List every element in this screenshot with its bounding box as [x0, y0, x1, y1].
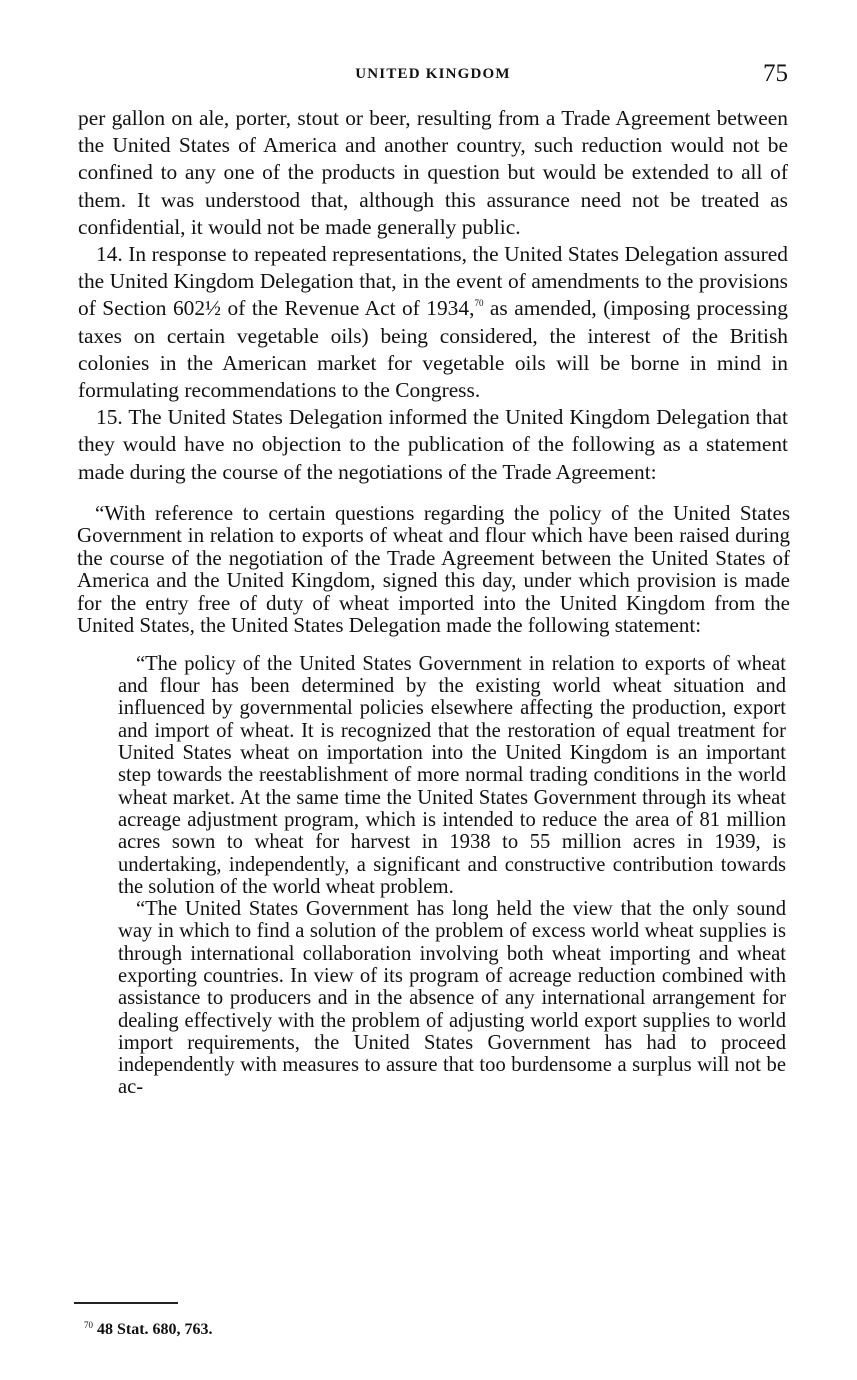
paragraph-15: 15. The United States Delegation informed the United Kingdom Delegation that they would have no objection to the publication of the following as a statement made during the course of the negotiations of the Trade Agreement: — [78, 405, 788, 484]
footnote-text: 48 Stat. 680, 763. — [93, 1321, 213, 1338]
footnote — [84, 1320, 213, 1339]
quote-inner-paragraph-2: “The United States Government has long held the view that the only sound way in which to find a solution of the problem of excess world wheat supplies is through international collaboration involving both wheat importing and wheat exporting countries. In view of its program of acreage reduction combined with assistance to producers and in the absence of any international arrangement for dealing effectively with the problem of adjusting world export supplies to world import requirements, the United States Government has had to proceed independently with measures to assure that too burdensome a surplus will not be ac- — [118, 898, 786, 1099]
running-head — [78, 60, 788, 94]
running-title: UNITED KINGDOM — [355, 66, 511, 82]
block-quote-outer — [77, 502, 790, 637]
footnote-marker: 70 — [84, 1320, 93, 1330]
footnote-reference: 70 — [474, 298, 484, 309]
block-quote-inner — [118, 653, 786, 1099]
paragraph-14 — [78, 241, 788, 404]
page — [78, 60, 788, 1099]
paragraph-14-text-b: as amended, (imposing processing taxes on certain vegetable oils) being considered, the interest of the British colonies in the American market for vegetable oils will be borne in mind in formulating recommendations to the Congress. — [78, 296, 788, 403]
quote-outer-paragraph: “With reference to certain questions regarding the policy of the United States Government in relation to exports of wheat and flour which have been raised during the course of the negotiation of the Trade Agreement between the United States of America and the United Kingdom, signed this day, under which provision is made for the entry free of duty of wheat imported into the United Kingdom from the United States, the United States Delegation made the following statement: — [77, 500, 790, 638]
paragraph-continuation: per gallon on ale, porter, stout or beer, resulting from a Trade Agreement between the United States of America and another country, such reduction would not be confined to any one of the products in question but would be extended to all of them. It was understood that, although this assurance need not be treated as confidential, it would not be made generally public. — [78, 106, 788, 239]
body-text — [78, 105, 788, 486]
page-number: 75 — [763, 60, 788, 87]
footnote-rule — [74, 1302, 178, 1304]
quote-inner-paragraph-1: “The policy of the United States Government in relation to exports of wheat and flour has been determined by the existing world wheat situation and influenced by governmental policies elsewhere affecting the production, export and import of wheat. It is recognized that the restoration of equal treatment for United States wheat on importation into the United Kingdom is an important step towards the reestablishment of more normal trading conditions in the world wheat market. At the same time the United States Government through its wheat acreage adjustment program, which is intended to reduce the area of 81 million acres sown to wheat for harvest in 1938 to 55 million acres in 1939, is undertaking, independently, a significant and constructive contribution towards the solution of the world wheat problem. — [118, 652, 786, 898]
paragraph-14-text-a: 14. In response to repeated representations, the United States Delegation assured the United Kingdom Delegation that, in the event of amendments to the provisions of Section 602½ of the Revenue Act of 1934, — [78, 242, 788, 321]
